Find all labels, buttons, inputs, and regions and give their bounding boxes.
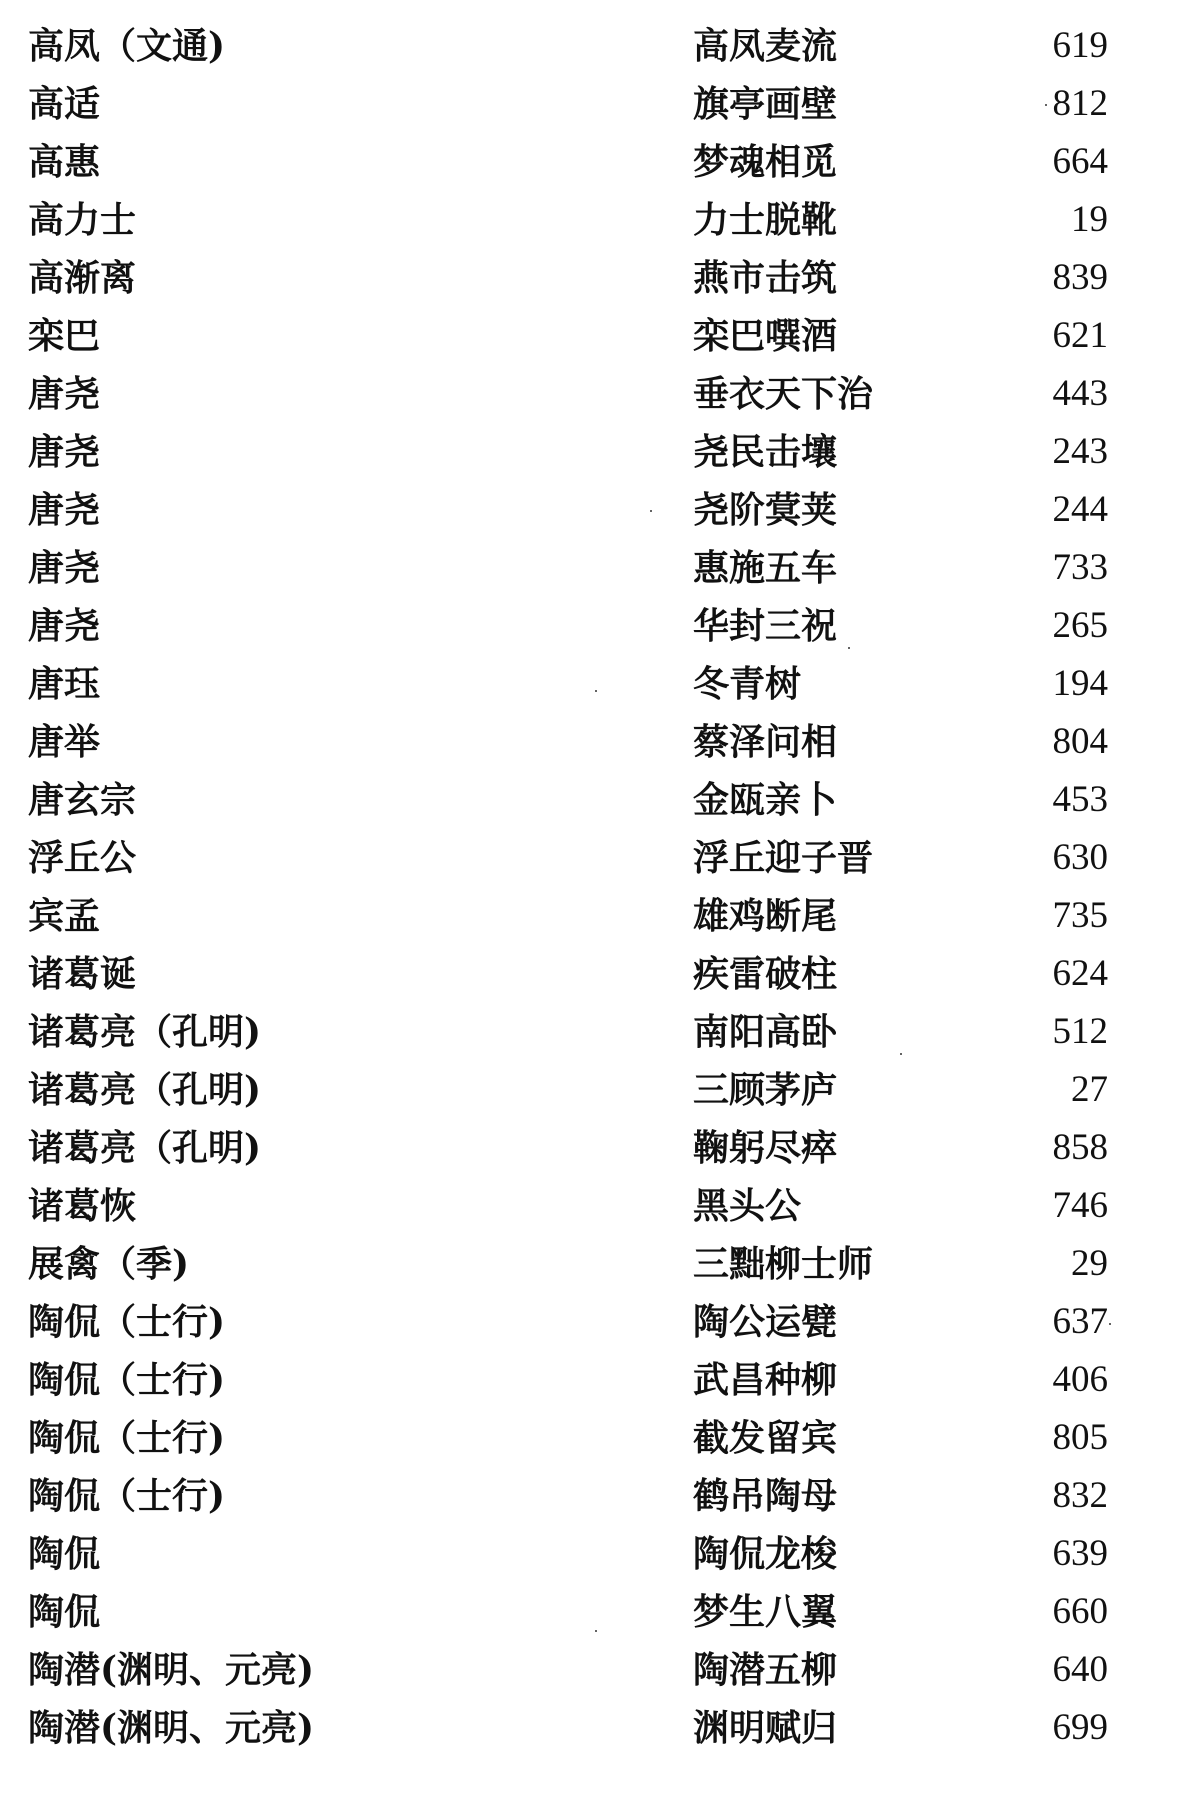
page-number: 19 <box>1071 199 1108 240</box>
person-name: 诸葛恢 <box>28 1185 137 1227</box>
person-name: 陶侃（士行) <box>28 1301 226 1343</box>
table-row <box>0 17 1200 75</box>
allusion-title: 垂衣天下治 <box>693 373 874 415</box>
page-number: 624 <box>1052 953 1108 994</box>
table-row <box>0 1293 1200 1351</box>
scan-speck <box>650 510 652 512</box>
page-number: 640 <box>1052 1649 1108 1690</box>
page-number: 29 <box>1071 1243 1108 1284</box>
page-number: 406 <box>1052 1359 1108 1400</box>
table-row <box>0 887 1200 945</box>
page-number: 639 <box>1052 1533 1108 1574</box>
allusion-title: 梦魂相觅 <box>693 141 838 183</box>
table-row <box>0 307 1200 365</box>
allusion-title: 南阳高卧 <box>693 1011 838 1053</box>
allusion-title: 栾巴噀酒 <box>693 315 838 357</box>
person-name: 诸葛亮（孔明) <box>28 1069 262 1111</box>
table-row <box>0 1467 1200 1525</box>
allusion-title: 鞠躬尽瘁 <box>693 1127 838 1169</box>
page-number: 858 <box>1052 1127 1108 1168</box>
page-number: 243 <box>1052 431 1108 472</box>
page-number: 265 <box>1052 605 1108 646</box>
page-number: 637 <box>1052 1301 1108 1342</box>
table-row <box>0 1351 1200 1409</box>
page-number: 699 <box>1052 1707 1108 1748</box>
person-name: 高渐离 <box>28 257 137 299</box>
allusion-title: 蔡泽问相 <box>693 721 838 763</box>
table-row <box>0 771 1200 829</box>
person-name: 诸葛亮（孔明) <box>28 1127 262 1169</box>
allusion-title: 尧民击壤 <box>693 431 838 473</box>
page-number: 805 <box>1052 1417 1108 1458</box>
person-name: 栾巴 <box>28 315 101 357</box>
person-name: 高凤（文通) <box>28 25 226 67</box>
page-number: 619 <box>1052 25 1108 66</box>
page-number: 746 <box>1052 1185 1108 1226</box>
person-name: 陶侃（士行) <box>28 1475 226 1517</box>
person-name: 陶侃（士行) <box>28 1359 226 1401</box>
allusion-title: 陶潜五柳 <box>693 1649 838 1691</box>
scan-speck <box>1109 1323 1111 1325</box>
table-row <box>0 481 1200 539</box>
table-row <box>0 133 1200 191</box>
scan-speck <box>848 647 850 649</box>
table-row <box>0 1583 1200 1641</box>
allusion-title: 三黜柳士师 <box>693 1243 874 1285</box>
scan-speck <box>900 1053 902 1055</box>
scan-speck <box>595 690 597 692</box>
table-row <box>0 423 1200 481</box>
table-row <box>0 191 1200 249</box>
person-name: 高惠 <box>28 141 101 183</box>
page-number: 244 <box>1052 489 1108 530</box>
allusion-index-table <box>0 17 1200 1757</box>
page-number: 660 <box>1052 1591 1108 1632</box>
table-row <box>0 1699 1200 1757</box>
allusion-title: 疾雷破柱 <box>693 953 838 995</box>
allusion-title: 梦生八翼 <box>693 1591 838 1633</box>
allusion-title: 雄鸡断尾 <box>693 895 838 937</box>
person-name: 展禽（季) <box>28 1243 190 1285</box>
page-number: 735 <box>1052 895 1108 936</box>
allusion-title: 陶侃龙梭 <box>693 1533 838 1575</box>
page-number: 512 <box>1052 1011 1108 1052</box>
page-number: 832 <box>1052 1475 1108 1516</box>
allusion-title: 冬青树 <box>693 663 802 705</box>
page-number: 733 <box>1052 547 1108 588</box>
person-name: 唐尧 <box>28 431 101 473</box>
allusion-title: 旗亭画壁 <box>693 83 838 125</box>
table-row <box>0 829 1200 887</box>
person-name: 浮丘公 <box>28 837 137 879</box>
allusion-title: 黑头公 <box>693 1185 802 1227</box>
allusion-title: 力士脱靴 <box>693 199 838 241</box>
person-name: 陶侃 <box>28 1533 101 1575</box>
person-name: 陶侃 <box>28 1591 101 1633</box>
table-row <box>0 1641 1200 1699</box>
allusion-title: 高凤麦流 <box>693 25 838 67</box>
table-row <box>0 75 1200 133</box>
allusion-title: 金瓯亲卜 <box>693 779 838 821</box>
allusion-title: 鹤吊陶母 <box>693 1475 838 1517</box>
allusion-title: 三顾茅庐 <box>693 1069 838 1111</box>
allusion-title: 惠施五车 <box>693 547 838 589</box>
person-name: 高适 <box>28 83 101 125</box>
page-number: 664 <box>1052 141 1108 182</box>
table-row <box>0 539 1200 597</box>
page-number: 839 <box>1052 257 1108 298</box>
person-name: 陶潜(渊明、元亮) <box>28 1707 315 1749</box>
table-row <box>0 1177 1200 1235</box>
page-number: 804 <box>1052 721 1108 762</box>
table-row <box>0 945 1200 1003</box>
table-row <box>0 1525 1200 1583</box>
scan-speck <box>1045 104 1047 106</box>
person-name: 宾孟 <box>28 895 101 937</box>
table-row <box>0 655 1200 713</box>
page-number: 630 <box>1052 837 1108 878</box>
table-row <box>0 1235 1200 1293</box>
page-number: 443 <box>1052 373 1108 414</box>
person-name: 唐举 <box>28 721 101 763</box>
person-name: 陶侃（士行) <box>28 1417 226 1459</box>
person-name: 诸葛亮（孔明) <box>28 1011 262 1053</box>
person-name: 唐尧 <box>28 547 101 589</box>
allusion-title: 陶公运甓 <box>693 1301 838 1343</box>
scan-speck <box>595 1630 597 1632</box>
allusion-title: 渊明赋归 <box>693 1707 838 1749</box>
allusion-title: 武昌种柳 <box>693 1359 838 1401</box>
person-name: 唐玄宗 <box>28 779 137 821</box>
table-row <box>0 249 1200 307</box>
allusion-title: 燕市击筑 <box>693 257 838 299</box>
page-number: 621 <box>1052 315 1108 356</box>
person-name: 唐尧 <box>28 605 101 647</box>
table-row <box>0 365 1200 423</box>
person-name: 唐珏 <box>28 663 101 705</box>
table-row <box>0 1003 1200 1061</box>
person-name: 唐尧 <box>28 373 101 415</box>
table-row <box>0 1061 1200 1119</box>
table-row <box>0 597 1200 655</box>
person-name: 高力士 <box>28 199 137 241</box>
table-row <box>0 1119 1200 1177</box>
allusion-title: 华封三祝 <box>693 605 838 647</box>
person-name: 陶潜(渊明、元亮) <box>28 1649 315 1691</box>
allusion-title: 截发留宾 <box>693 1417 838 1459</box>
page-number: 812 <box>1052 83 1108 124</box>
page-number: 27 <box>1071 1069 1108 1110</box>
person-name: 唐尧 <box>28 489 101 531</box>
table-row <box>0 1409 1200 1467</box>
person-name: 诸葛诞 <box>28 953 137 995</box>
table-row <box>0 713 1200 771</box>
page-number: 194 <box>1052 663 1108 704</box>
allusion-title: 浮丘迎子晋 <box>693 837 874 879</box>
allusion-title: 尧阶蓂荚 <box>693 489 838 531</box>
page-number: 453 <box>1052 779 1108 820</box>
